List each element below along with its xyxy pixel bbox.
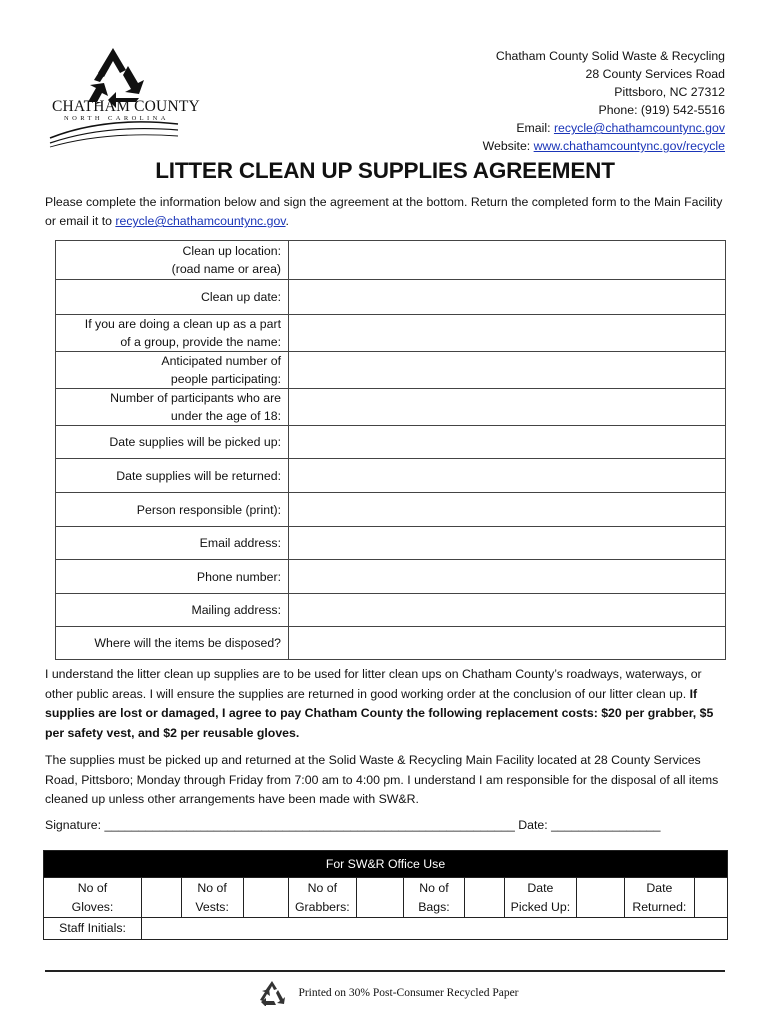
office-field-input[interactable] xyxy=(142,878,182,918)
form-field-input[interactable] xyxy=(289,627,726,660)
page-title: LITTER CLEAN UP SUPPLIES AGREEMENT xyxy=(155,158,615,183)
form-field-label xyxy=(56,594,289,627)
information-form-table xyxy=(55,240,726,660)
office-field-label-line2: Vests: xyxy=(195,899,229,914)
office-field-input[interactable] xyxy=(356,878,403,918)
office-field-label xyxy=(504,878,577,918)
form-field-label-line1: If you are doing a clean up as a part xyxy=(84,317,281,331)
form-field-label xyxy=(56,426,289,459)
recycle-icon xyxy=(258,980,286,1006)
office-fields-row xyxy=(44,878,728,918)
form-row xyxy=(56,627,726,660)
office-field-label-line1: No of xyxy=(77,880,108,895)
form-row xyxy=(56,493,726,527)
signature-row xyxy=(45,818,661,832)
logo-state-name: NORTH CAROLINA xyxy=(64,115,169,122)
office-field-label-line2: Grabbers: xyxy=(294,899,350,914)
form-field-label-line1: Clean up date: xyxy=(201,290,281,304)
office-field-label-line1: No of xyxy=(419,880,449,895)
form-field-label-line1: Anticipated number of xyxy=(161,354,281,368)
intro-body: Please complete the information below and sign the agreement at the bottom. Return the completed form to the Main Facility or email it to xyxy=(45,195,723,228)
form-row xyxy=(56,527,726,560)
email-label: Email: xyxy=(516,121,554,135)
form-field-label-line1: Date supplies will be returned: xyxy=(116,468,281,483)
form-field-input[interactable] xyxy=(289,560,726,594)
form-field-label xyxy=(56,560,289,594)
office-field-label xyxy=(181,878,243,918)
form-row xyxy=(56,389,726,426)
office-field-label xyxy=(44,878,142,918)
agreement-text: I understand the litter clean up supplies are to be used for litter clean ups on Chatham County’s roadways, waterways, or other public areas. I will ensure the supplies are returned in good working order at the conclusion of our litter clean up. xyxy=(45,667,702,701)
office-use-header: For SW&R Office Use xyxy=(44,851,728,878)
form-field-label-line2: of a group, provide the name: xyxy=(120,335,281,349)
form-row xyxy=(56,315,726,352)
email-link[interactable]: recycle@chathamcountync.gov xyxy=(553,121,725,135)
form-row xyxy=(56,560,726,594)
contact-block xyxy=(483,47,725,155)
form-field-label-line1: Date supplies will be picked up: xyxy=(109,435,281,449)
office-header-row xyxy=(44,851,728,878)
staff-initials-input[interactable] xyxy=(142,918,728,940)
form-field-label-line1: Mailing address: xyxy=(191,603,281,617)
agreement-paragraph-2: The supplies must be picked up and returned at the Solid Waste & Recycling Main Facility located at 28 County Services Road, Pittsboro; Monday through Friday from 7:00 am to 4:00 pm. I understand I am responsible for the disposal of all items cleaned up unless other arrangements have been made with SW&R. xyxy=(45,753,719,806)
form-field-label-line2: people participating: xyxy=(170,372,281,386)
signature-field[interactable]: ____________________________________________________________ xyxy=(104,818,515,832)
office-field-label xyxy=(289,878,357,918)
form-field-input[interactable] xyxy=(289,352,726,389)
org-email-row xyxy=(483,119,725,137)
website-label: Website: xyxy=(482,139,534,153)
office-field-input[interactable] xyxy=(243,878,288,918)
form-field-input[interactable] xyxy=(289,389,726,426)
form-field-label xyxy=(56,352,289,389)
office-use-table xyxy=(43,850,728,940)
signature-label: Signature: xyxy=(45,818,105,832)
form-field-label xyxy=(56,389,289,426)
org-website-row xyxy=(483,137,725,155)
form-field-input[interactable] xyxy=(289,315,726,352)
footer-divider xyxy=(45,970,725,972)
chatham-county-logo xyxy=(46,46,200,154)
form-field-label-line1: Where will the items be disposed? xyxy=(94,636,281,650)
office-field-input[interactable] xyxy=(577,878,624,918)
office-field-label xyxy=(403,878,464,918)
form-field-input[interactable] xyxy=(289,459,726,493)
replacement-cost-text: If supplies are lost or damaged, I agree to pay Chatham County the following replacement costs: $20 per grabber, $5 per safety vest, and $2 per reusable gloves. xyxy=(45,686,714,740)
form-row xyxy=(56,426,726,459)
office-field-label xyxy=(624,878,694,918)
form-field-label-line1: Email address: xyxy=(199,536,281,550)
form-field-label xyxy=(56,459,289,493)
form-field-input[interactable] xyxy=(289,241,726,280)
office-field-label-line1: No of xyxy=(197,880,227,895)
intro-text xyxy=(45,193,735,231)
office-field-label-line2: Returned: xyxy=(632,899,687,914)
form-row xyxy=(56,594,726,627)
staff-initials-label: Staff Initials: xyxy=(44,918,142,940)
form-field-input[interactable] xyxy=(289,426,726,459)
form-field-label-line2: under the age of 18: xyxy=(170,409,281,423)
org-phone: Phone: (919) 542-5516 xyxy=(598,103,725,117)
form-field-input[interactable] xyxy=(289,280,726,315)
office-field-label-line2: Bags: xyxy=(418,899,450,914)
org-address-line1: 28 County Services Road xyxy=(585,67,725,81)
form-row xyxy=(56,280,726,315)
form-field-input[interactable] xyxy=(289,493,726,527)
form-field-input[interactable] xyxy=(289,594,726,627)
office-initials-row xyxy=(44,918,728,940)
form-field-label xyxy=(56,627,289,660)
intro-end: . xyxy=(285,214,289,228)
form-field-label-line1: Clean up location: xyxy=(182,244,281,258)
footer xyxy=(258,980,519,1006)
office-field-input[interactable] xyxy=(464,878,504,918)
form-field-label xyxy=(56,493,289,527)
form-field-label xyxy=(56,280,289,315)
org-address-line2: Pittsboro, NC 27312 xyxy=(614,85,725,99)
form-field-label-line1: Person responsible (print): xyxy=(136,502,281,517)
office-field-label-line2: Picked Up: xyxy=(510,899,571,914)
office-field-label-line1: Date xyxy=(527,880,554,895)
office-field-input[interactable] xyxy=(695,878,728,918)
website-link[interactable]: www.chathamcountync.gov/recycle xyxy=(533,139,725,153)
form-field-label-line1: Number of participants who are xyxy=(110,391,281,405)
form-row xyxy=(56,352,726,389)
intro-email-link[interactable]: recycle@chathamcountync.gov xyxy=(115,214,286,228)
form-row xyxy=(56,459,726,493)
footer-text: Printed on 30% Post-Consumer Recycled Paper xyxy=(298,987,519,999)
form-field-label xyxy=(56,241,289,280)
agreement-paragraph-1 xyxy=(45,665,730,743)
form-field-label xyxy=(56,527,289,560)
date-label: Date: xyxy=(514,818,552,832)
form-field-input[interactable] xyxy=(289,527,726,560)
org-name: Chatham County Solid Waste & Recycling xyxy=(495,49,725,63)
office-field-label-line1: No of xyxy=(307,880,338,895)
logo-county-name: CHATHAM COUNTY xyxy=(52,98,200,115)
office-field-label-line1: Date xyxy=(646,880,673,895)
form-field-label-line2: (road name or area) xyxy=(171,262,281,276)
office-field-label-line2: Gloves: xyxy=(71,899,114,914)
form-row xyxy=(56,241,726,280)
form-field-label xyxy=(56,315,289,352)
date-field[interactable]: ________________ xyxy=(551,818,661,832)
form-field-label-line1: Phone number: xyxy=(196,569,281,584)
